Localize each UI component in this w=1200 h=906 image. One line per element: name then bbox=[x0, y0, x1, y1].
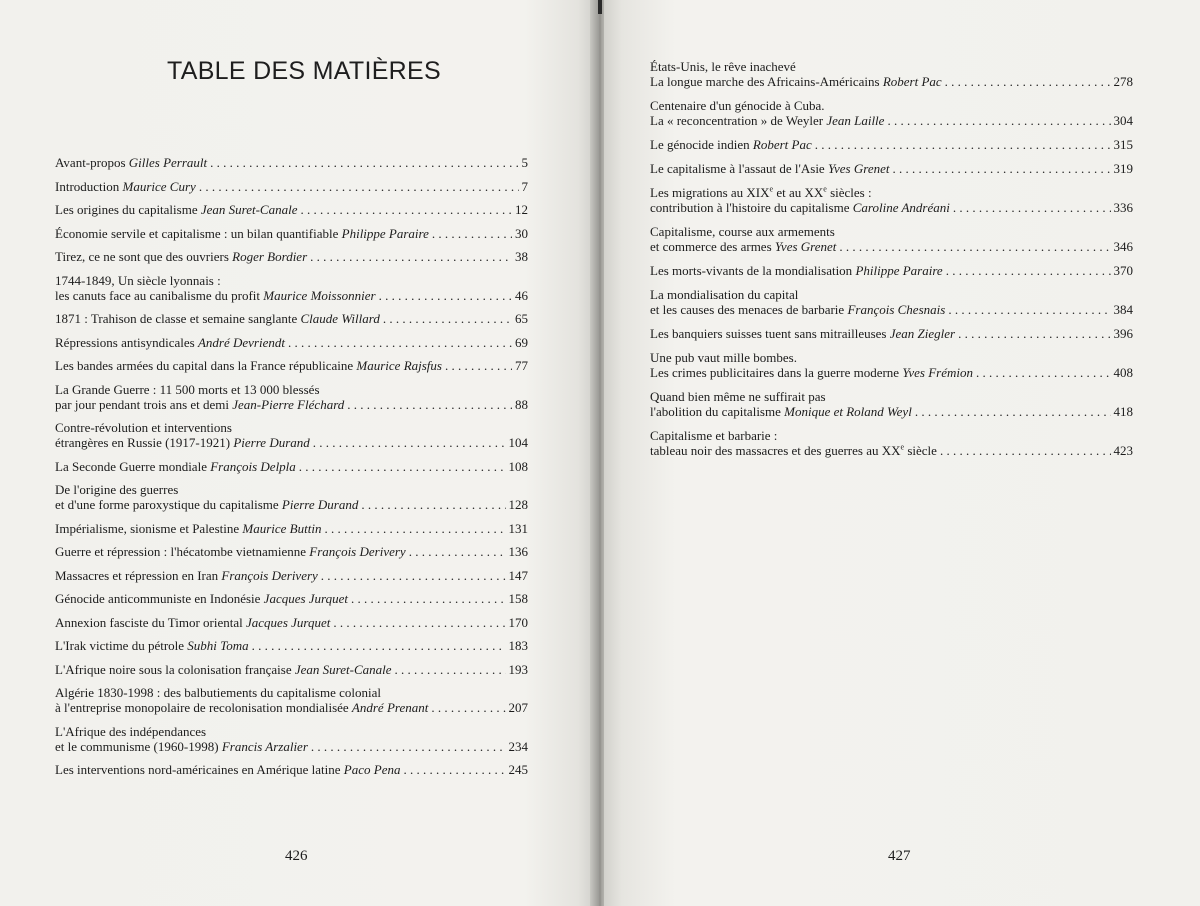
toc-entry: États-Unis, le rêve inachevé La longue marche des Africains-Américains Robert Pac . . . 278 bbox=[650, 59, 1133, 89]
leader-dots bbox=[395, 662, 506, 677]
toc-entry: Génocide anticommuniste en Indonésie Jacques Jurquet . . . 158 bbox=[55, 591, 528, 606]
leader-dots bbox=[409, 544, 506, 559]
page-ref: 193 bbox=[508, 661, 528, 677]
toc-entry: Capitalisme et barbarie : tableau noir des massacres et des guerres au XXe siècle . . . 423 bbox=[650, 428, 1133, 458]
toc-entry: Capitalisme, course aux armements et commerce des armes Yves Grenet . . . 346 bbox=[650, 224, 1133, 254]
page-ref: 183 bbox=[508, 638, 528, 653]
page-ref: 278 bbox=[1113, 74, 1133, 89]
page-ref: 158 bbox=[508, 591, 528, 606]
page-ref: 30 bbox=[515, 225, 528, 241]
page-ref: 234 bbox=[508, 738, 528, 754]
page-ref: 108 bbox=[508, 458, 528, 474]
toc-list-left bbox=[55, 155, 528, 786]
leader-dots bbox=[333, 615, 505, 630]
page-ref: 304 bbox=[1113, 113, 1133, 128]
toc-entry: Les banquiers suisses tuent sans mitrailleuses Jean Ziegler . . . 396 bbox=[650, 326, 1133, 341]
page-ref: 104 bbox=[508, 435, 528, 450]
leader-dots bbox=[839, 239, 1110, 254]
leader-dots bbox=[361, 497, 505, 512]
page-ref: 88 bbox=[515, 396, 528, 412]
page-number: 427 bbox=[888, 848, 911, 864]
leader-dots bbox=[915, 404, 1111, 419]
toc-entry: Guerre et répression : l'hécatombe vietnamienne François Derivery . . . 136 bbox=[55, 544, 528, 559]
page-ref: 131 bbox=[508, 520, 528, 536]
toc-entry: Massacres et répression en Iran François Derivery . . . 147 bbox=[55, 568, 528, 583]
page-ref: 245 bbox=[508, 762, 528, 777]
page-ref: 423 bbox=[1113, 443, 1133, 458]
toc-entry: Répressions antisyndicales André Devriendt . . . 69 bbox=[55, 335, 528, 350]
page-ref: 38 bbox=[515, 249, 528, 264]
leader-dots bbox=[815, 137, 1111, 152]
page-ref: 418 bbox=[1113, 404, 1133, 419]
toc-entry: Introduction Maurice Cury . . . 7 bbox=[55, 179, 528, 194]
page-ref: 7 bbox=[521, 178, 528, 194]
toc-entry: Tirez, ce ne sont que des ouvriers Roger Bordier . . . 38 bbox=[55, 249, 528, 264]
leader-dots bbox=[210, 155, 518, 170]
leader-dots bbox=[403, 762, 505, 777]
toc-entry: Avant-propos Gilles Perrault . . . 5 bbox=[55, 155, 528, 170]
toc-entry: Impérialisme, sionisme et Palestine Maurice Buttin . . . 131 bbox=[55, 521, 528, 536]
leader-dots bbox=[432, 226, 512, 241]
leader-dots bbox=[299, 459, 506, 474]
page-ref: 370 bbox=[1113, 263, 1133, 278]
toc-entry: Les interventions nord-américaines en Amérique latine Paco Pena . . . 245 bbox=[55, 762, 528, 777]
page-ref: 336 bbox=[1113, 200, 1133, 215]
toc-entry: La mondialisation du capital et les causes des menaces de barbarie François Chesnais . . . 384 bbox=[650, 287, 1133, 317]
toc-list-right bbox=[650, 59, 1133, 467]
toc-entry: L'Afrique noire sous la colonisation française Jean Suret-Canale . . . 193 bbox=[55, 662, 528, 677]
toc-entry: 1871 : Trahison de classe et semaine sanglante Claude Willard . . . 65 bbox=[55, 311, 528, 326]
toc-entry: Algérie 1830-1998 : des balbutiements du capitalisme colonial à l'entreprise monopolaire de recolonisation mondialisée André Prenant . . . 207 bbox=[55, 685, 528, 715]
toc-entry: Quand bien même ne suffirait pas l'abolition du capitalisme Monique et Roland Weyl . . . 418 bbox=[650, 389, 1133, 419]
left-page bbox=[0, 0, 596, 906]
leader-dots bbox=[199, 179, 519, 194]
toc-entry: La Seconde Guerre mondiale François Delpla . . . 108 bbox=[55, 459, 528, 474]
leader-dots bbox=[958, 326, 1110, 341]
page-ref: 170 bbox=[508, 614, 528, 630]
page-ref: 319 bbox=[1113, 161, 1133, 176]
leader-dots bbox=[940, 443, 1111, 458]
page-ref: 69 bbox=[515, 334, 528, 350]
page-ref: 346 bbox=[1113, 239, 1133, 254]
page-ref: 384 bbox=[1113, 302, 1133, 317]
leader-dots bbox=[324, 521, 505, 536]
toc-entry: Les morts-vivants de la mondialisation Philippe Paraire . . . 370 bbox=[650, 263, 1133, 278]
page-ref: 5 bbox=[521, 155, 528, 170]
toc-entry: Les origines du capitalisme Jean Suret-Canale . . . 12 bbox=[55, 202, 528, 217]
leader-dots bbox=[976, 365, 1111, 380]
leader-dots bbox=[347, 397, 512, 412]
leader-dots bbox=[311, 739, 506, 754]
leader-dots bbox=[948, 302, 1110, 317]
leader-dots bbox=[431, 700, 505, 715]
toc-entry: Annexion fasciste du Timor oriental Jacques Jurquet . . . 170 bbox=[55, 615, 528, 630]
leader-dots bbox=[383, 311, 512, 326]
leader-dots bbox=[321, 568, 506, 583]
toc-entry: L'Irak victime du pétrole Subhi Toma . . . 183 bbox=[55, 638, 528, 653]
toc-entry: De l'origine des guerres et d'une forme paroxystique du capitalisme Pierre Durand . . . 128 bbox=[55, 482, 528, 512]
leader-dots bbox=[945, 74, 1111, 89]
toc-entry: Économie servile et capitalisme : un bilan quantifiable Philippe Paraire . . . 30 bbox=[55, 226, 528, 241]
right-page bbox=[604, 0, 1200, 906]
leader-dots bbox=[288, 335, 512, 350]
toc-entry: Contre-révolution et interventions étrangères en Russie (1917-1921) Pierre Durand . . . 104 bbox=[55, 420, 528, 450]
toc-entry: La Grande Guerre : 11 500 morts et 13 000 blessés par jour pendant trois ans et demi Jean-Pierre Fléchard . . . 88 bbox=[55, 382, 528, 412]
leader-dots bbox=[313, 435, 506, 450]
page-ref: 12 bbox=[515, 202, 528, 217]
toc-entry: Le capitalisme à l'assaut de l'Asie Yves Grenet . . . 319 bbox=[650, 161, 1133, 176]
page-ref: 65 bbox=[515, 311, 528, 326]
leader-dots bbox=[252, 638, 506, 653]
page-title: TABLE DES MATIÈRES bbox=[167, 57, 441, 85]
toc-entry: Les bandes armées du capital dans la France républicaine Maurice Rajsfus . . . 77 bbox=[55, 358, 528, 373]
toc-entry: 1744-1849, Un siècle lyonnais : les canuts face au canibalisme du profit Maurice Moissonnier . . . 46 bbox=[55, 273, 528, 303]
leader-dots bbox=[379, 288, 512, 303]
page-ref: 408 bbox=[1113, 365, 1133, 380]
page-number: 426 bbox=[285, 848, 308, 864]
leader-dots bbox=[953, 200, 1111, 215]
page-ref: 77 bbox=[515, 358, 528, 373]
leader-dots bbox=[301, 202, 513, 217]
toc-entry: L'Afrique des indépendances et le communisme (1960-1998) Francis Arzalier . . . 234 bbox=[55, 724, 528, 754]
page-ref: 396 bbox=[1113, 326, 1133, 341]
leader-dots bbox=[351, 591, 505, 606]
toc-entry: Centenaire d'un génocide à Cuba. La « reconcentration » de Weyler Jean Laille . . . 304 bbox=[650, 98, 1133, 128]
toc-entry: Le génocide indien Robert Pac . . . 315 bbox=[650, 137, 1133, 152]
toc-entry: Les migrations au XIXe et au XXe siècles : contribution à l'histoire du capitalisme Caroline Andréani . . . 336 bbox=[650, 185, 1133, 215]
page-ref: 128 bbox=[508, 497, 528, 512]
toc-entry: Une pub vaut mille bombes. Les crimes publicitaires dans la guerre moderne Yves Frémion . . . 408 bbox=[650, 350, 1133, 380]
page-ref: 315 bbox=[1113, 137, 1133, 152]
page-ref: 46 bbox=[515, 287, 528, 303]
leader-dots bbox=[892, 161, 1110, 176]
page-ref: 136 bbox=[508, 544, 528, 559]
leader-dots bbox=[310, 249, 512, 264]
page-ref: 207 bbox=[508, 700, 528, 715]
page-ref: 147 bbox=[508, 567, 528, 583]
leader-dots bbox=[946, 263, 1111, 278]
leader-dots bbox=[887, 113, 1110, 128]
leader-dots bbox=[445, 358, 512, 373]
